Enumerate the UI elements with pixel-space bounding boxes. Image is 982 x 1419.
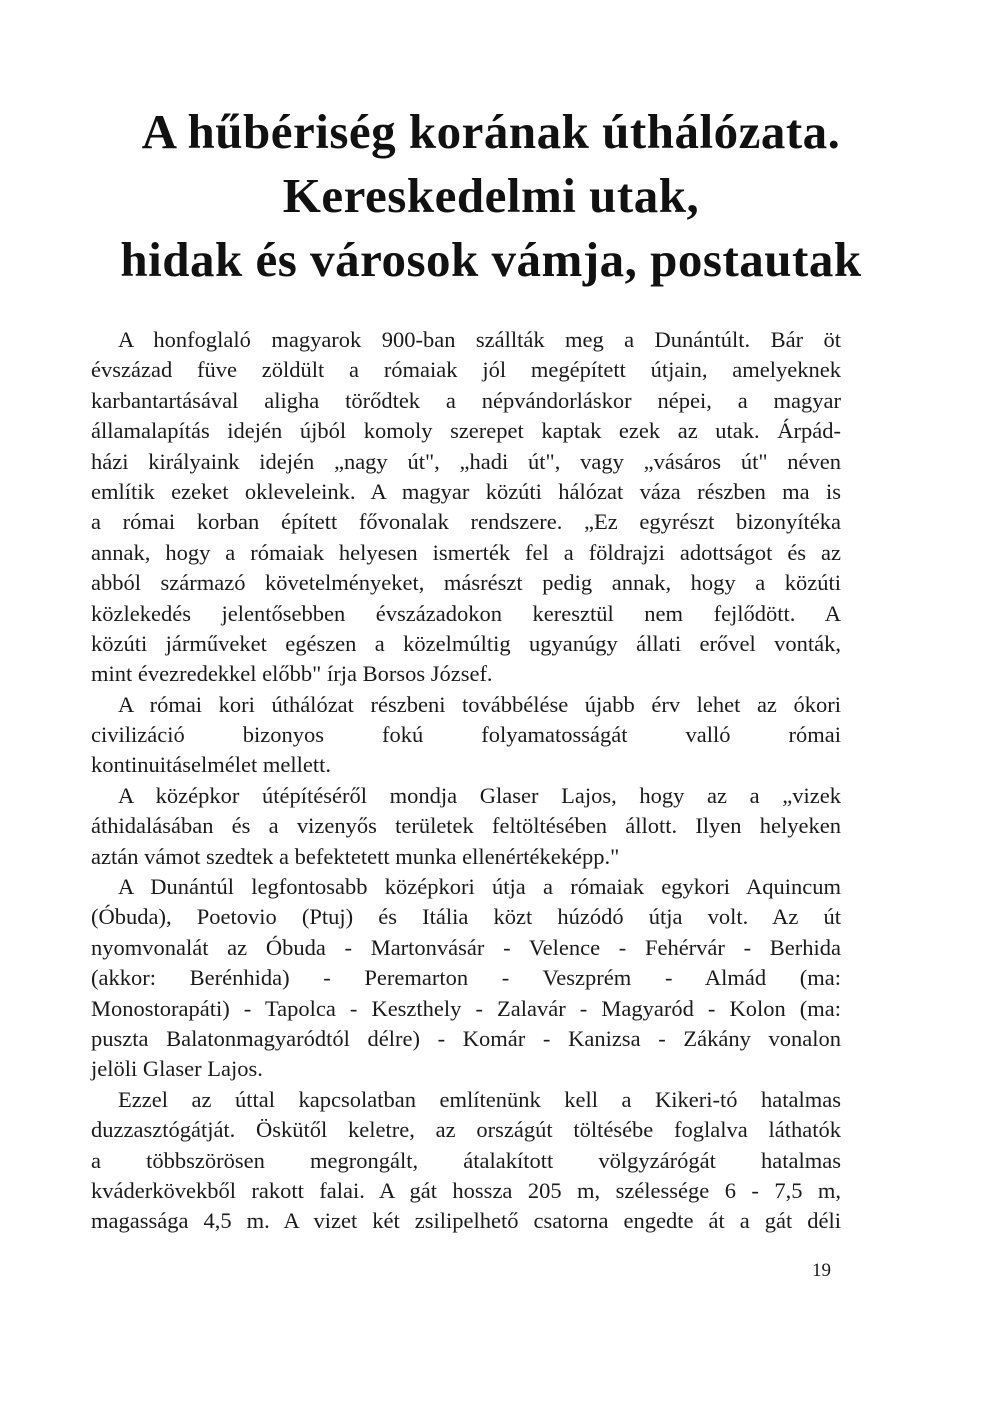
text-line: áthidalásában és a vizenyős területek feltöltésében állott. Ilyen helyeken (91, 813, 841, 839)
text-line: kváderkövekből rakott falai. A gát hossza 205 m, szélessége 6 - 7,5 m, (91, 1177, 841, 1203)
title-line-2: Kereskedelmi utak, (282, 168, 700, 223)
text-line: puszta Balatonmagyaródtól délre) - Komár - Kanizsa - Zákány vonalon (91, 1025, 841, 1051)
text-line: abból származó követelményeket, másrészt pedig annak, hogy a közúti (91, 570, 841, 596)
chapter-title (60, 100, 922, 292)
text-line: civilizáció bizonyos fokú folyamatosságát valló római (91, 722, 841, 748)
text-line: magassága 4,5 m. A vizet két zsilipelhető csatorna engedte át a gát déli (91, 1208, 841, 1234)
title-line-1: A hűbériség korának úthálózata. (141, 104, 841, 159)
text-line: karbantartásával aligha törődtek a népvándorláskor népei, a magyar (91, 387, 841, 413)
text-line: a római korban épített fővonalak rendszere. „Ez egyrészt bizonyítéka (91, 509, 841, 535)
text-line: említik ezeket okleveleink. A magyar közúti hálózat váza részben ma is (91, 478, 841, 504)
text-line: házi királyaink idején „nagy út", „hadi út", vagy „vásáros út" néven (91, 448, 841, 474)
text-line: államalapítás idején újból komoly szerepet kaptak ezek az utak. Árpád- (91, 418, 841, 444)
text-line: A honfoglaló magyarok 900-ban szállták meg a Dunántúlt. Bár öt (118, 327, 841, 352)
body-text (91, 325, 841, 1237)
text-line: A római kori úthálózat részbeni továbbélése újabb érv lehet az ókori (118, 691, 841, 717)
title-line-3: hidak és városok vámja, postautak (120, 232, 862, 287)
text-line: a többszörösen megrongált, átalakított völgyzárógát hatalmas (91, 1147, 841, 1173)
text-line: A Dunántúl legfontosabb középkori útja a rómaiak egykori Aquincum (118, 874, 841, 900)
paragraph (91, 872, 841, 1085)
text-line: aztán vámot szedtek a befektetett munka ellenértékeképp." (91, 843, 620, 869)
paragraph (91, 690, 841, 781)
text-line: (akkor: Berénhida) - Peremarton - Veszprém - Almád (ma: (91, 965, 841, 991)
text-line: közlekedés jelentősebben évszázadokon keresztül nem fejlődött. A (91, 600, 841, 626)
text-line: (Óbuda), Poetovio (Ptuj) és Itália közt húzódó útja volt. Az út (91, 904, 841, 930)
paragraph (91, 325, 841, 690)
text-line: közúti járműveket egészen a közelmúltig ugyanúgy állati erővel vonták, (91, 630, 841, 656)
text-line: Ezzel az úttal kapcsolatban említenünk kell a Kikeri-tó hatalmas (118, 1086, 841, 1112)
text-line: A középkor útépítéséről mondja Glaser Lajos, hogy az a „vizek (118, 782, 841, 808)
text-line: Monostorapáti) - Tapolca - Keszthely - Zalavár - Magyaród - Kolon (ma: (91, 995, 841, 1021)
text-line: évszázad füve zöldült a rómaiak jól megépített útjain, amelyeknek (91, 357, 841, 383)
paragraph (91, 781, 841, 872)
text-line: mint évezredekkel előbb" írja Borsos József. (91, 661, 493, 687)
text-line: duzzasztógátját. Öskütől keletre, az országút töltésébe foglalva láthatók (91, 1117, 841, 1143)
text-line: annak, hogy a rómaiak helyesen ismerték fel a földrajzi adottságot és az (91, 539, 841, 565)
text-line: kontinuitáselmélet mellett. (91, 752, 331, 778)
paragraph (91, 1085, 841, 1237)
text-line: jelöli Glaser Lajos. (91, 1056, 263, 1082)
text-line: nyomvonalát az Óbuda - Martonvásár - Velence - Fehérvár - Berhida (91, 934, 841, 960)
page-number: 19 (812, 1260, 831, 1281)
